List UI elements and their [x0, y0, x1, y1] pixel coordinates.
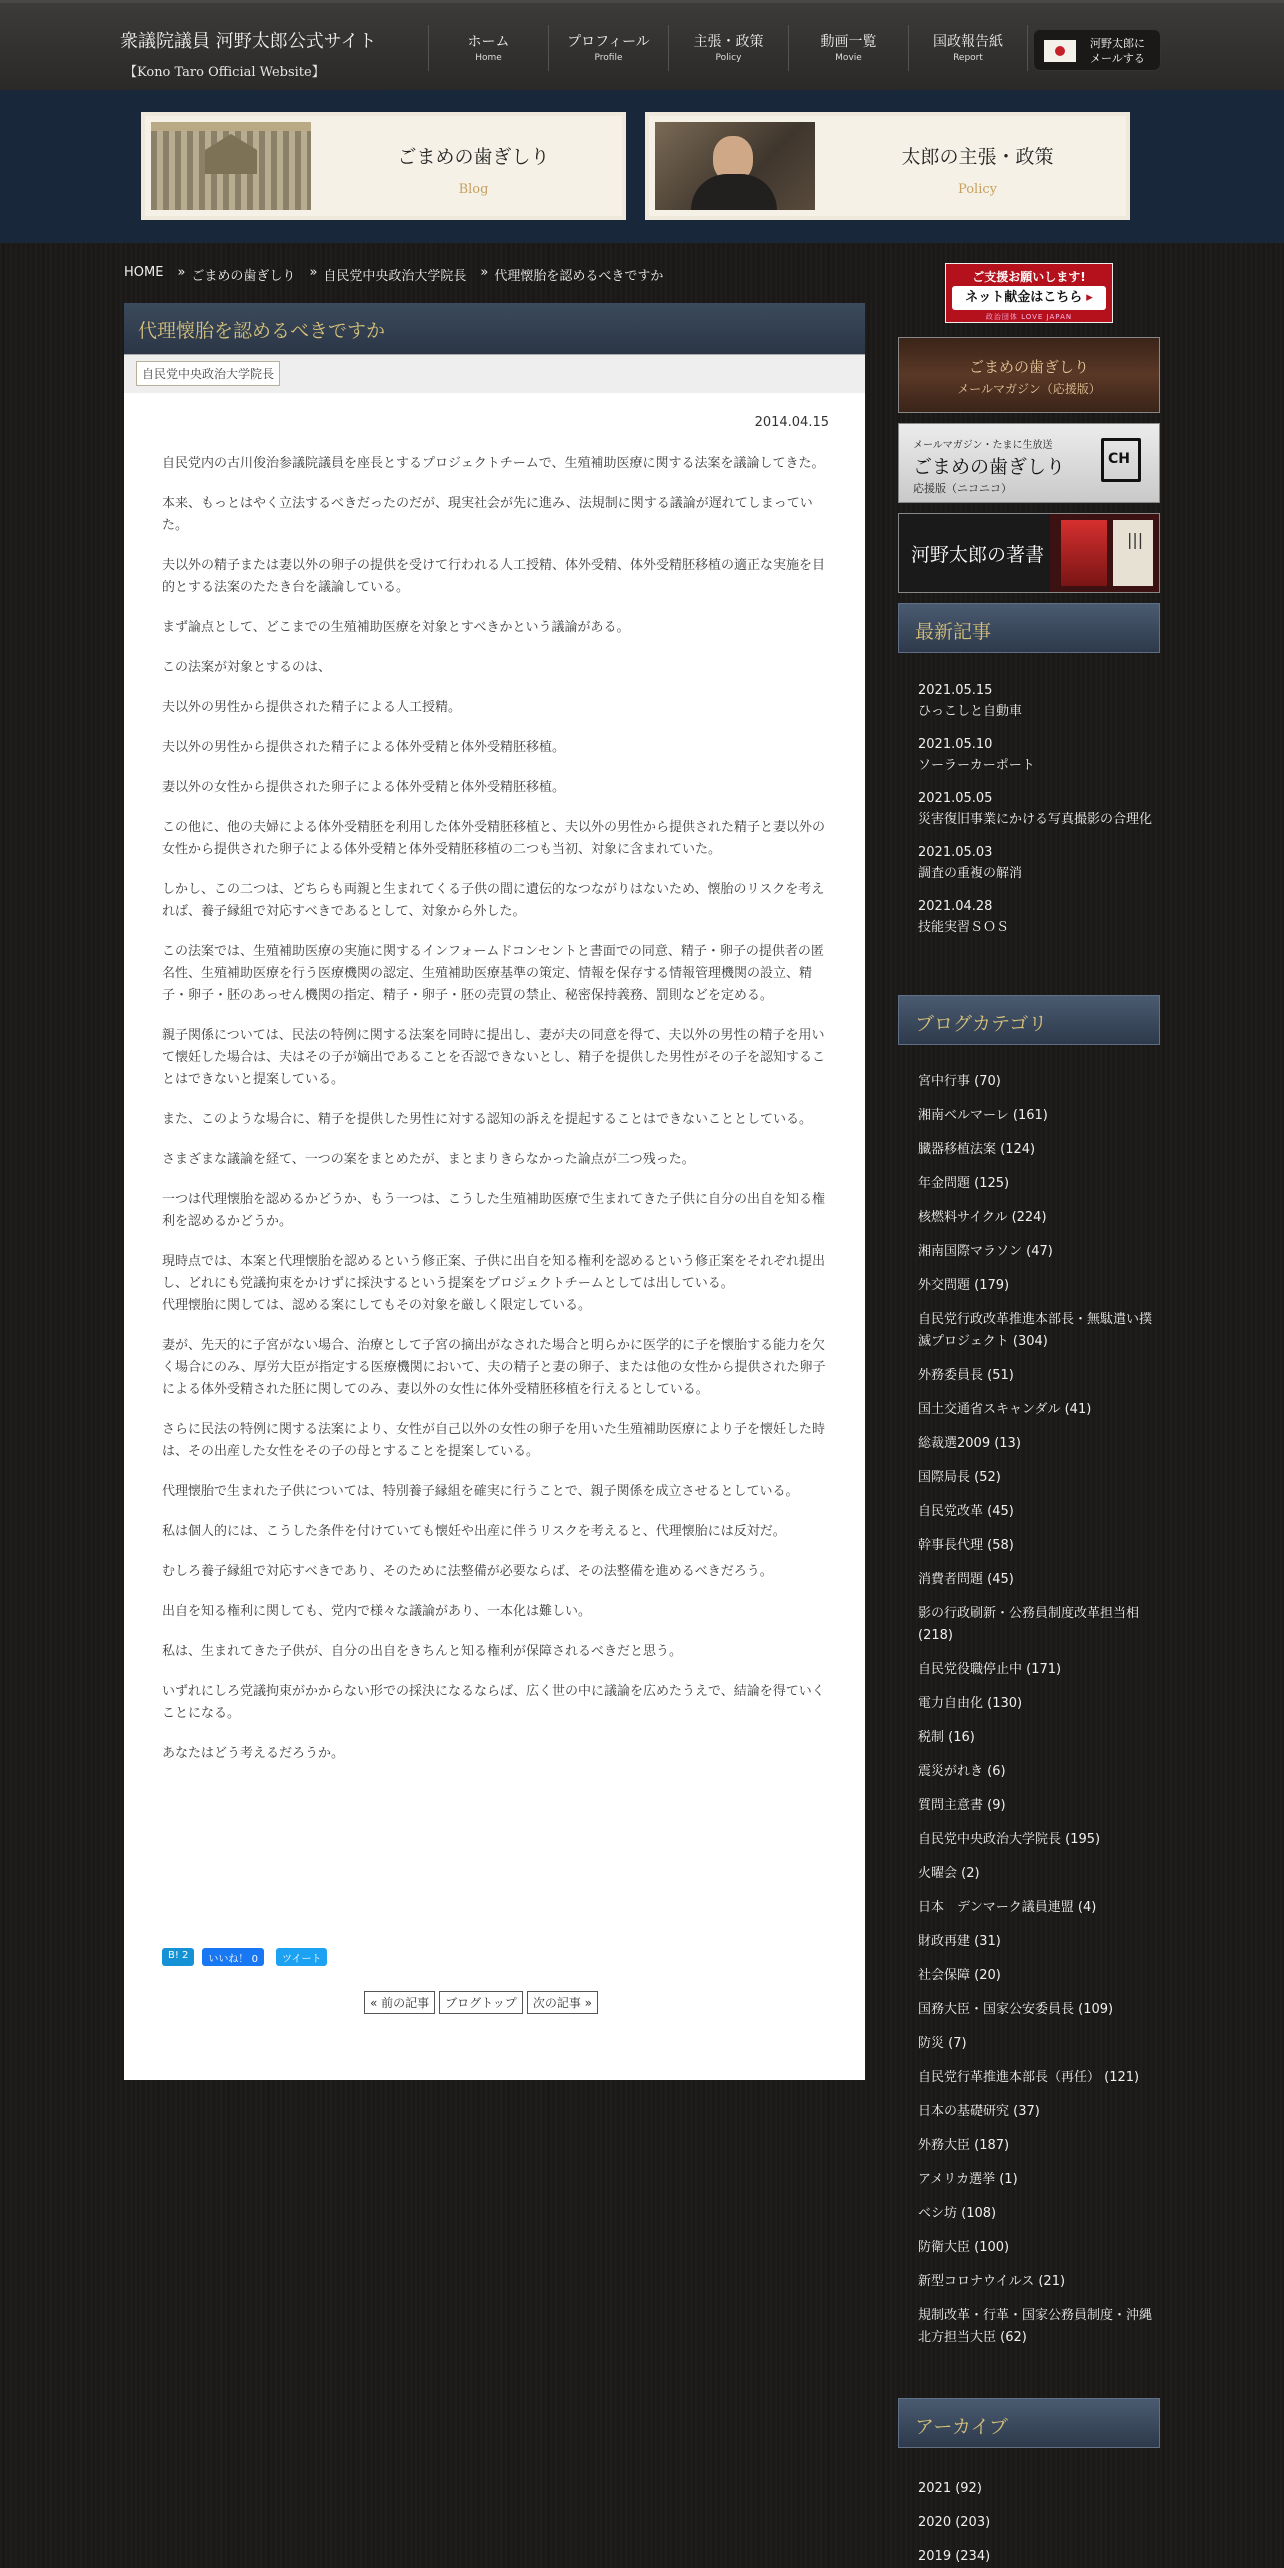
nav-policy[interactable] — [668, 25, 788, 71]
nav-sublabel: Report — [953, 53, 983, 63]
article-paragraph: しかし、この二つは、どちらも両親と生まれてくる子供の間に遺伝的なつながりはないため、懐胎のリスクを考えれば、養子縁組で対応すべきであるとして、対象から外した。 — [162, 882, 825, 919]
nav-sublabel: Profile — [594, 53, 623, 63]
nav-report[interactable] — [908, 25, 1028, 71]
category-link[interactable]: 核燃料サイクル (224) — [918, 1210, 1047, 1225]
nav-profile[interactable] — [548, 25, 668, 71]
recent-post-item[interactable] — [918, 789, 1158, 831]
mail-line-1: 河野太郎に — [1090, 37, 1145, 50]
banner-title: ごまめの歯ぎしり — [397, 146, 550, 168]
article-paragraph: この法案が対象とするのは、 — [162, 660, 332, 675]
breadcrumb-separator: » — [480, 265, 489, 280]
article-paragraph: 親子関係については、民法の特例に関する法案を同時に提出し、妻が夫の同意を得て、夫以外の男性の精子を用いて懐妊した場合は、夫はその子が嫡出であることを否認できないとし、精子を提供した男性がその子を認知することはできないと提案している。 — [162, 1028, 826, 1087]
nav-home[interactable] — [428, 25, 548, 71]
category-link[interactable]: 国務大臣・国家公安委員長 (109) — [918, 2002, 1114, 2017]
category-link[interactable]: 年金問題 (125) — [918, 1176, 1010, 1191]
article-paragraph: むしろ養子縁組で対応すべきであり、そのために法整備が必要ならば、その法整備を進めるべきだろう。 — [162, 1564, 773, 1579]
article-paragraph: この他に、他の夫婦による体外受精胚を利用した体外受精胚移植と、夫以外の男性から提供された精子と妻以外の女性から提供された卵子による体外受精と体外受精胚移植の二つも当初、対象に含まれていた。 — [162, 820, 826, 857]
article-paragraph: 私は、生まれてきた子供が、自分の出自をきちんと知る権利が保障されるべきだと思う。 — [162, 1644, 683, 1659]
article-header — [124, 303, 865, 355]
category-link[interactable]: 税制 (16) — [918, 1730, 975, 1745]
category-link[interactable]: 新型コロナウイルス (21) — [918, 2274, 1066, 2289]
nav-movie[interactable] — [788, 25, 908, 71]
site-header — [0, 0, 1284, 90]
category-link[interactable]: 社会保障 (20) — [918, 1968, 1001, 1983]
site-subtitle: 【Kono Taro Official Website】 — [124, 65, 325, 80]
social-buttons — [162, 1948, 327, 1966]
category-link[interactable]: 幹事長代理 (58) — [918, 1538, 1014, 1553]
category-link[interactable]: 財政再建 (31) — [918, 1934, 1001, 1949]
nav-label: 国政報告紙 — [933, 34, 1003, 50]
donation-banner[interactable] — [945, 263, 1113, 323]
article-paragraph: 本来、もっとはやく立法するべきだったのだが、現実社会が先に進み、法規制に関する議論が遅れてしまっていた。 — [162, 496, 813, 533]
category-link[interactable]: 外交問題 (179) — [918, 1278, 1010, 1293]
archive-link[interactable]: 2019 (234) — [918, 2549, 991, 2564]
recent-post-title: 災害復旧事業にかける写真撮影の合理化 — [918, 812, 1153, 827]
article-paragraph: また、このような場合に、精子を提供した男性に対する認知の訴えを提起することはできないこととしている。 — [162, 1112, 813, 1127]
prev-article-link[interactable]: « 前の記事 — [364, 1991, 435, 2014]
category-link[interactable]: 自民党行革推進本部長（再任） (121) — [918, 2070, 1140, 2085]
article-pager — [364, 1991, 598, 2014]
article-paragraph: 妻以外の女性から提供された卵子による体外受精と体外受精胚移植。 — [162, 780, 566, 795]
article-paragraph: 夫以外の男性から提供された精子による体外受精と体外受精胚移植。 — [162, 740, 566, 755]
archive-link[interactable]: 2020 (203) — [918, 2515, 991, 2530]
blog-top-link[interactable]: ブログトップ — [439, 1991, 523, 2014]
book-cover-image — [1113, 520, 1153, 586]
breadcrumb-current: 代理懐胎を認めるべきですか — [494, 269, 664, 284]
archive-link[interactable]: 2021 (92) — [918, 2481, 982, 2496]
recent-posts-heading: 最新記事 — [898, 603, 1160, 653]
banner-subtitle: Blog — [458, 182, 489, 197]
category-link[interactable]: 外務委員長 (51) — [918, 1368, 1014, 1383]
banner-band — [0, 90, 1284, 243]
recent-post-title: ソーラーカーポート — [918, 758, 1035, 773]
category-link[interactable]: 質問主意書 (9) — [918, 1798, 1006, 1813]
nav-label: 動画一覧 — [820, 34, 877, 50]
banner-title: 太郎の主張・政策 — [901, 146, 1054, 168]
category-link[interactable]: 自民党改革 (45) — [918, 1504, 1014, 1519]
category-link[interactable]: 自民党中央政治大学院長 (195) — [918, 1832, 1101, 1847]
article-paragraph: 夫以外の精子または妻以外の卵子の提供を受けて行われる人工授精、体外受精、体外受精胚移植の適正な実施を目的とする法案のたたき台を議論している。 — [162, 558, 826, 595]
donation-org: 政治団体 LOVE JAPAN — [985, 313, 1073, 321]
category-link[interactable]: 規制改革・行革・国家公務員制度・沖縄北方担当大臣 (62) — [918, 2308, 1153, 2345]
category-link[interactable]: 湘南ベルマーレ (161) — [918, 1108, 1048, 1123]
recent-posts-list — [918, 681, 1158, 951]
niconico-title: ごまめの歯ぎしり — [913, 456, 1066, 478]
category-link[interactable]: 震災がれき (6) — [918, 1764, 1006, 1779]
policy-banner[interactable] — [645, 112, 1130, 220]
article-paragraph: まず論点として、どこまでの生殖補助医療を対象とすべきかという議論がある。 — [162, 620, 630, 635]
recent-post-item[interactable] — [918, 843, 1158, 885]
next-article-link[interactable]: 次の記事 » — [527, 1991, 598, 2014]
category-link[interactable]: アメリカ選挙 (1) — [918, 2172, 1018, 2187]
category-link[interactable]: 宮中行事 (70) — [918, 1074, 1001, 1089]
nav-sublabel: Home — [475, 53, 502, 63]
article-paragraph: さまざまな議論を経て、一つの案をまとめたが、まとまりきらなかった論点が二つ残った。 — [162, 1152, 695, 1167]
category-link[interactable]: 湘南国際マラソン (47) — [918, 1244, 1053, 1259]
recent-post-date: 2021.05.05 — [918, 791, 993, 806]
category-link[interactable]: 自民党役職停止中 (171) — [918, 1662, 1062, 1677]
category-link[interactable]: 日本 デンマーク議員連盟 (4) — [918, 1900, 1097, 1915]
article-paragraph: あなたはどう考えるだろうか。 — [162, 1746, 345, 1761]
niconico-channel-icon — [1101, 438, 1141, 482]
nav-label: プロフィール — [567, 34, 650, 50]
breadcrumb-separator: » — [177, 265, 186, 280]
facebook-like-button[interactable]: いいね！ 0 — [202, 1948, 264, 1966]
breadcrumb — [124, 265, 663, 284]
mail-taro-button[interactable] — [1033, 29, 1161, 71]
category-link[interactable]: 防衛大臣 (100) — [918, 2240, 1010, 2255]
breadcrumb-home[interactable]: HOME — [124, 265, 164, 280]
category-link[interactable]: 日本の基礎研究 (37) — [918, 2104, 1040, 2119]
category-link[interactable]: 外務大臣 (187) — [918, 2138, 1010, 2153]
nav-label: ホーム — [467, 34, 510, 50]
archive-list — [918, 2478, 1153, 2568]
article-paragraph: 妻が、先天的に子宮がない場合、治療として子宮の摘出がなされた場合と明らかに医学的に子を懐胎する能力を欠く場合にのみ、厚労大臣が指定する医療機関において、夫の精子と妻の卵子、または他の女性から提供された卵子による体外受精された胚に関してのみ、妻以外の女性に体外受精胚移植を行えるとしている。 — [162, 1338, 826, 1397]
recent-post-date: 2021.04.28 — [918, 899, 993, 914]
recent-post-date: 2021.05.10 — [918, 737, 993, 752]
banner-subtitle: Policy — [958, 182, 997, 197]
recent-post-item[interactable] — [918, 735, 1158, 777]
nav-label: 主張・政策 — [693, 34, 764, 50]
article-paragraph: 夫以外の男性から提供された精子による人工授精。 — [162, 700, 462, 715]
article-paragraph: いずれにしろ党議拘束がかからない形での採決になるならば、広く世の中に議論を広めたうえで、結論を得ていくことになる。 — [162, 1684, 825, 1721]
recent-post-title: 調査の重複の解消 — [918, 866, 1023, 881]
recent-post-date: 2021.05.15 — [918, 683, 993, 698]
breadcrumb-blog[interactable]: ごまめの歯ぎしり — [191, 269, 296, 284]
category-link[interactable]: 消費者問題 (45) — [918, 1572, 1014, 1587]
diet-building-image — [151, 122, 311, 210]
recent-post-title: ひっこしと自動車 — [918, 704, 1023, 719]
books-title: 河野太郎の著書 — [911, 544, 1045, 566]
site-title[interactable]: 衆議院議員 河野太郎公式サイト — [120, 31, 377, 52]
breadcrumb-category[interactable]: 自民党中央政治大学院長 — [323, 269, 467, 284]
article-paragraph: 自民党内の古川俊治参議院議員を座長とするプロジェクトチームで、生殖補助医療に関する法案を議論してきた。 — [162, 456, 825, 471]
article-date: 2014.04.15 — [754, 415, 829, 430]
category-link[interactable]: 国際局長 (52) — [918, 1470, 1001, 1485]
category-link[interactable]: 国土交通省スキャンダル (41) — [918, 1402, 1092, 1417]
article-paragraph: 現時点では、本案と代理懐胎を認めるという修正案、子供に出自を知る権利を認めるという修正案をそれぞれ提出し、どれにも党議拘束をかけずに採決するという提案をプロジェクトチームとしては出している。 代理懐胎に関しては、認める案にしてもその対象を厳しく限定している。 — [162, 1254, 826, 1313]
category-link[interactable]: 影の行政刷新・公務員制度改革担当相 (218) — [918, 1606, 1140, 1643]
category-list — [918, 1071, 1153, 2361]
article-paragraph: この法案では、生殖補助医療の実施に関するインフォームドコンセントと書面での同意、精子・卵子の提供者の匿名性、生殖補助医療を行う医療機関の認定、生殖補助医療基準の策定、情報を保存する情報管理機関の設立、精子・卵子・胚のあっせん機関の指定、精子・卵子・胚の売買の禁止、秘密保持義務、罰則などを定める。 — [162, 944, 824, 1003]
archive-heading: アーカイブ — [898, 2398, 1160, 2448]
blog-banner[interactable] — [141, 112, 626, 220]
category-link[interactable]: 総裁選2009 (13) — [918, 1436, 1021, 1451]
category-link[interactable]: 自民党行政改革推進本部長・無駄遣い撲滅プロジェクト (304) — [918, 1312, 1153, 1349]
donation-cta: ネット献金はこちら ▸ — [952, 286, 1106, 310]
recent-post-date: 2021.05.03 — [918, 845, 993, 860]
article-paragraph: 出自を知る権利に関しても、党内で様々な議論があり、一本化は難しい。 — [162, 1604, 592, 1619]
category-link[interactable]: 臓器移植法案 (124) — [918, 1142, 1036, 1157]
donation-heading: ご支援お願いします! — [972, 270, 1086, 284]
mail-magazine-banner[interactable] — [898, 337, 1160, 413]
mail-button-label — [1090, 36, 1145, 66]
book-cover-image — [1061, 520, 1107, 586]
mail-line-2: メールする — [1090, 52, 1145, 65]
category-link[interactable]: 防災 (7) — [918, 2036, 967, 2051]
niconico-caption: メールマガジン・たまに生放送 — [913, 440, 1053, 451]
category-link[interactable]: ベシ坊 (108) — [918, 2206, 997, 2221]
nav-sublabel: Movie — [835, 53, 862, 63]
books-banner[interactable] — [898, 513, 1160, 593]
article-body — [162, 453, 828, 1783]
japan-flag-icon — [1044, 40, 1076, 62]
category-tag[interactable]: 自民党中央政治大学院長 — [136, 361, 280, 386]
category-link[interactable]: 火曜会 (2) — [918, 1866, 980, 1881]
mail-magazine-title: ごまめの歯ぎしり — [968, 358, 1089, 376]
categories-heading: ブログカテゴリ — [898, 995, 1160, 1045]
recent-post-item[interactable] — [918, 681, 1158, 723]
breadcrumb-separator: » — [309, 265, 318, 280]
niconico-banner[interactable] — [898, 423, 1160, 503]
article-title: 代理懐胎を認めるべきですか — [138, 320, 386, 342]
portrait-image — [655, 122, 815, 210]
recent-post-item[interactable] — [918, 897, 1158, 939]
article-paragraph: 私は個人的には、こうした条件を付けていても懐妊や出産に伴うリスクを考えると、代理懐胎には反対だ。 — [162, 1524, 786, 1539]
article-paragraph: 一つは代理懐胎を認めるかどうか、もう一つは、こうした生殖補助医療で生まれてきた子供に自分の出自を知る権利を認めるかどうか。 — [162, 1192, 826, 1229]
category-row — [124, 355, 865, 393]
nav-sublabel: Policy — [715, 53, 742, 63]
recent-post-title: 技能実習ＳＯＳ — [918, 920, 1010, 935]
tweet-button[interactable]: ツイート — [276, 1948, 328, 1966]
hatena-bookmark-button[interactable]: B! 2 — [162, 1948, 194, 1966]
global-nav — [428, 25, 1028, 71]
article-paragraph: さらに民法の特例に関する法案により、女性が自己以外の女性の卵子を用いた生殖補助医療により子を懐妊した時は、その出産した女性をその子の母とすることを提案している。 — [162, 1422, 826, 1459]
mail-magazine-subtitle: メールマガジン（応援版） — [957, 382, 1101, 396]
niconico-subtitle: 応援版（ニコニコ） — [913, 482, 1012, 495]
article — [124, 303, 865, 2080]
category-link[interactable]: 電力自由化 (130) — [918, 1696, 1023, 1711]
article-paragraph: 代理懐胎で生まれた子供については、特別養子縁組を確実に行うことで、親子関係を成立させるとしている。 — [162, 1484, 799, 1499]
